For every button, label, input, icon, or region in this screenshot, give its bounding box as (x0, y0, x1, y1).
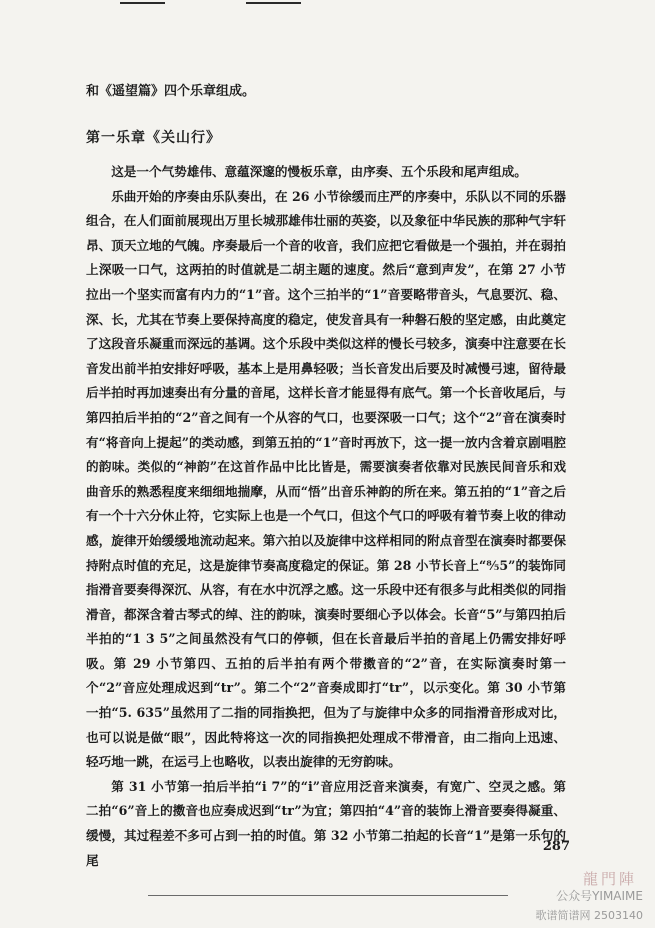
continued-line: 和《遥望篇》四个乐章组成。 (86, 84, 256, 99)
page-number: 287 (542, 839, 570, 854)
paragraph-2: 乐曲开始的序奏由乐队奏出，在 26 小节徐缓而庄严的序奏中，乐队以不同的乐器组合，在人们面前展现出万里长城那雄伟壮丽的英姿，以及象征中华民族的那种气宇轩昂、顶天立地的气魄。序奏最后一个音的收音，我们应把它看做是一个强拍，并在弱拍上深吸一口气，这两拍的时值就是二胡主题的速度。然后“意到声发”，在第 27 小节拉出一个坚实而富有内力的“1”音。这个三拍半的“1”音要略带音头，气息要沉、稳、深、长，尤其在节奏上要保持高度的稳定，使发音具有一种磐石般的坚定感，由此奠定了这段音乐凝重而深远的基调。这个乐段中类似这样的慢长弓较多，演奏中注意要在长音发出前半拍安排好呼吸，基本上是用鼻轻吸；当长音发出后要及时减慢弓速，留待最后半拍时再加速奏出有分量的音尾，这样长音才能显得有底气。第一个长音收尾后，与第四拍后半拍的“2”音之间有一个从容的气口，也要深吸一口气；这个“2”音在演奏时有“将音向上提起”的类动感，到第五拍的“1”音时再放下，这一提一放内含着京剧唱腔的韵味。类似的“神韵”在这首作品中比比皆是，需要演奏者依靠对民族民间音乐和戏曲音乐的熟悉程度来细细地揣摩，从而“悟”出音乐神韵的所在来。第五拍的“1”音之后有一个十六分休止符，它实际上也是一个气口，但这个气口的呼吸有着节奏上收的律动感，旋律开始缓缓地流动起来。第六拍以及旋律中这样相同的附点音型在演奏时都要保持附点时值的充足，这是旋律节奏高度稳定的保证。第 28 小节长音上“⁸⁄₅5”的装饰同指滑音要奏得深沉、从容，有在水中沉浮之感。这一乐段中还有很多与此相类似的同指滑音，都深含着古琴式的绰、注的韵味，演奏时要细心予以体会。长音“5”与第四拍后半拍的“1 3 5”之间虽然没有气口的停顿，但在长音最后半拍的音尾上仍需安排好呼吸。第 29 小节第四、五拍的后半拍有两个带擞音的“2”音，在实际演奏时第一个“2”音应处理成迟到“tr”。第二个“2”音奏成即打“tr”，以示变化。第 30 小节第一拍“5. 635”虽然用了二指的同指换把，但为了与旋律中众多的同指滑音形成对比，也可以说是做“眼”，因此特将这一次的同指换把处理成不带滑音，由二指向上迅速、轻巧地一跳，在运弓上也略收，以表出旋律的无穷韵味。 (86, 188, 566, 770)
watermark-text-2: 歌谱简谱网 2503140 (535, 909, 643, 922)
watermark-logo: 龍門陣 (582, 870, 637, 888)
section-heading: 第一乐章《关山行》 (86, 130, 221, 146)
paragraph-3: 第 31 小节第一拍后半拍“i 7”的“i”音应用泛音来演奏，有宽广、空灵之感。第二拍“6”音上的擞音也应奏成迟到“tr”为宜；第四拍“4”音的装饰上滑音要奏得凝重、缓慢，其过程差不多可占到一拍的时值。第 32 小节第二拍起的长音“1”是第一乐句的尾 (86, 778, 566, 868)
watermark-text-1: 公众号YIMAIME (556, 889, 643, 903)
top-rule-left (120, 2, 165, 4)
body-text (86, 160, 566, 873)
top-rule-right (246, 2, 301, 4)
bottom-rule (148, 895, 508, 896)
paragraph-1: 这是一个气势雄伟、意蕴深邃的慢板乐章，由序奏、五个乐段和尾声组成。 (111, 164, 527, 179)
